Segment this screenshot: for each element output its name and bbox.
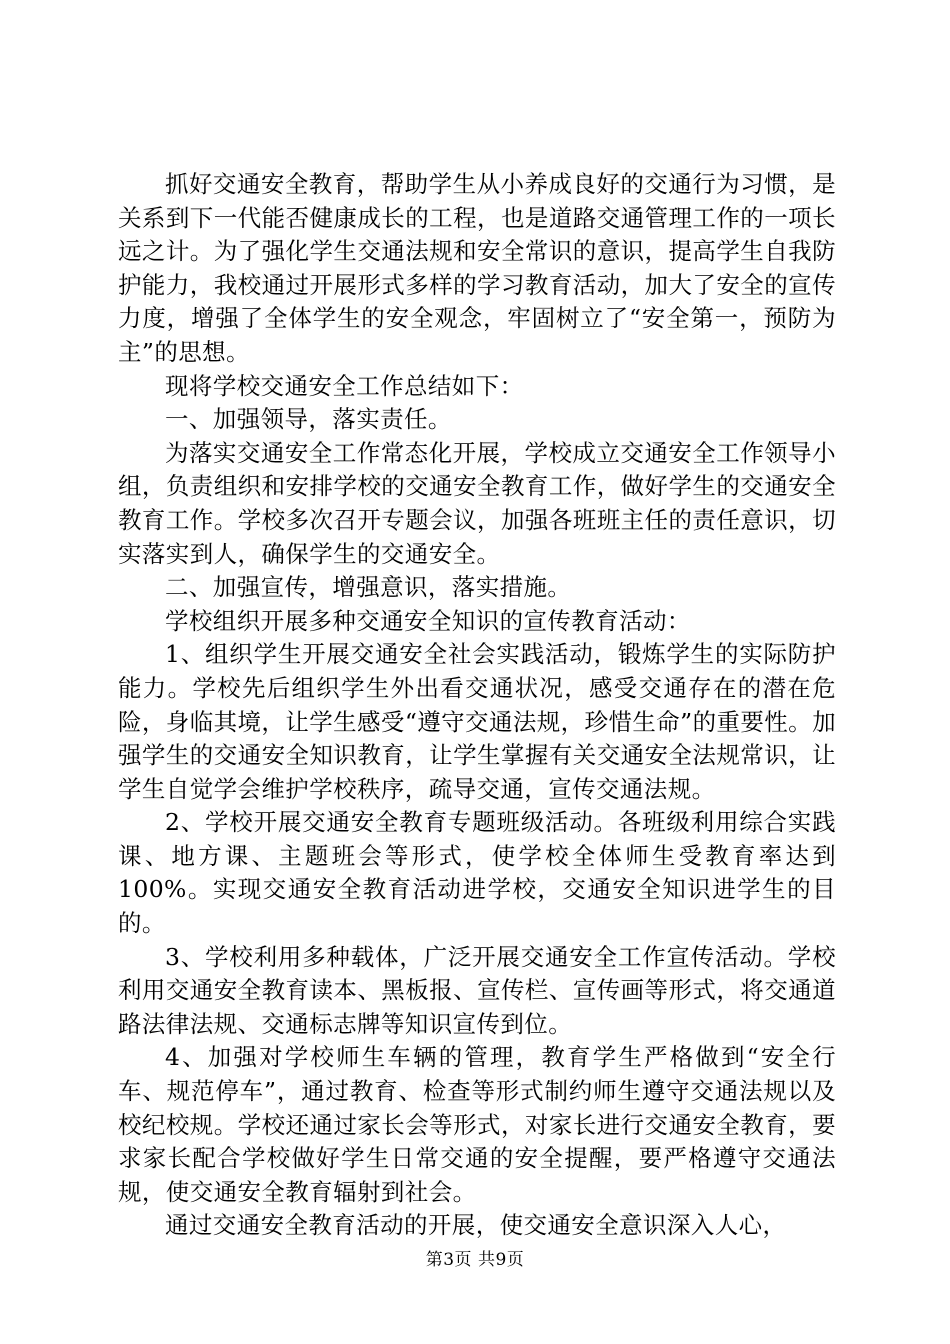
closing-paragraph: 通过交通安全教育活动的开展，使交通安全意识深入人心， [165,1211,787,1240]
list-item-1-paragraph: 1、组织学生开展交通安全社会实践活动，锻炼学生的实际防护能力。学校先后组织学生外出看交通状况，感受交通存在的潜在危险，身临其境，让学生感受“遵守交通法规，珍惜生命”的重要性。加强学生的交通安全知识教育，让学生掌握有关交通安全法规常识，让学生自觉学会维护学校秩序，疏导交通，宣传交通法规。 [118,640,836,803]
summary-lead-paragraph: 现将学校交通安全工作总结如下： [165,371,524,400]
section-2-lead-paragraph: 学校组织开展多种交通安全知识的宣传教育活动： [165,606,691,635]
section-heading-2: 二、加强宣传，增强意识，落实措施。 [165,573,572,602]
section-1-paragraph: 为落实交通安全工作常态化开展，学校成立交通安全工作领导小组，负责组织和安排学校的交通安全教育工作，做好学生的交通安全教育工作。学校多次召开专题会议，加强各班班主任的责任意识，切实落实到人，确保学生的交通安全。 [118,438,836,568]
intro-paragraph: 抓好交通安全教育，帮助学生从小养成良好的交通行为习惯，是关系到下一代能否健康成长的工程，也是道路交通管理工作的一项长远之计。为了强化学生交通法规和安全常识的意识，提高学生自我防护能力，我校通过开展形式多样的学习教育活动，加大了安全的宣传力度，增强了全体学生的安全观念，牢固树立了“安全第一，预防为主”的思想。 [118,170,836,366]
list-item-2-paragraph: 2、学校开展交通安全教育专题班级活动。各班级利用综合实践课、地方课、主题班会等形式，使学校全体师生受教育率达到100%。实现交通安全教育活动进学校，交通安全知识进学生的目的。 [118,808,836,938]
list-item-3-paragraph: 3、学校利用多种载体，广泛开展交通安全工作宣传活动。学校利用交通安全教育读本、黑板报、宣传栏、宣传画等形式，将交通道路法律法规、交通标志牌等知识宣传到位。 [118,942,836,1038]
page-number-footer: 第3页 共9页 [425,1250,525,1270]
list-item-4-paragraph: 4、加强对学校师生车辆的管理，教育学生严格做到“安全行车、规范停车”，通过教育、检查等形式制约师生遵守交通法规以及校纪校规。学校还通过家长会等形式，对家长进行交通安全教育，要求家长配合学校做好学生日常交通的安全提醒，要严格遵守交通法规，使交通安全教育辐射到社会。 [118,1043,836,1206]
section-heading-1: 一、加强领导，落实责任。 [165,405,452,434]
document-body [118,168,836,1243]
